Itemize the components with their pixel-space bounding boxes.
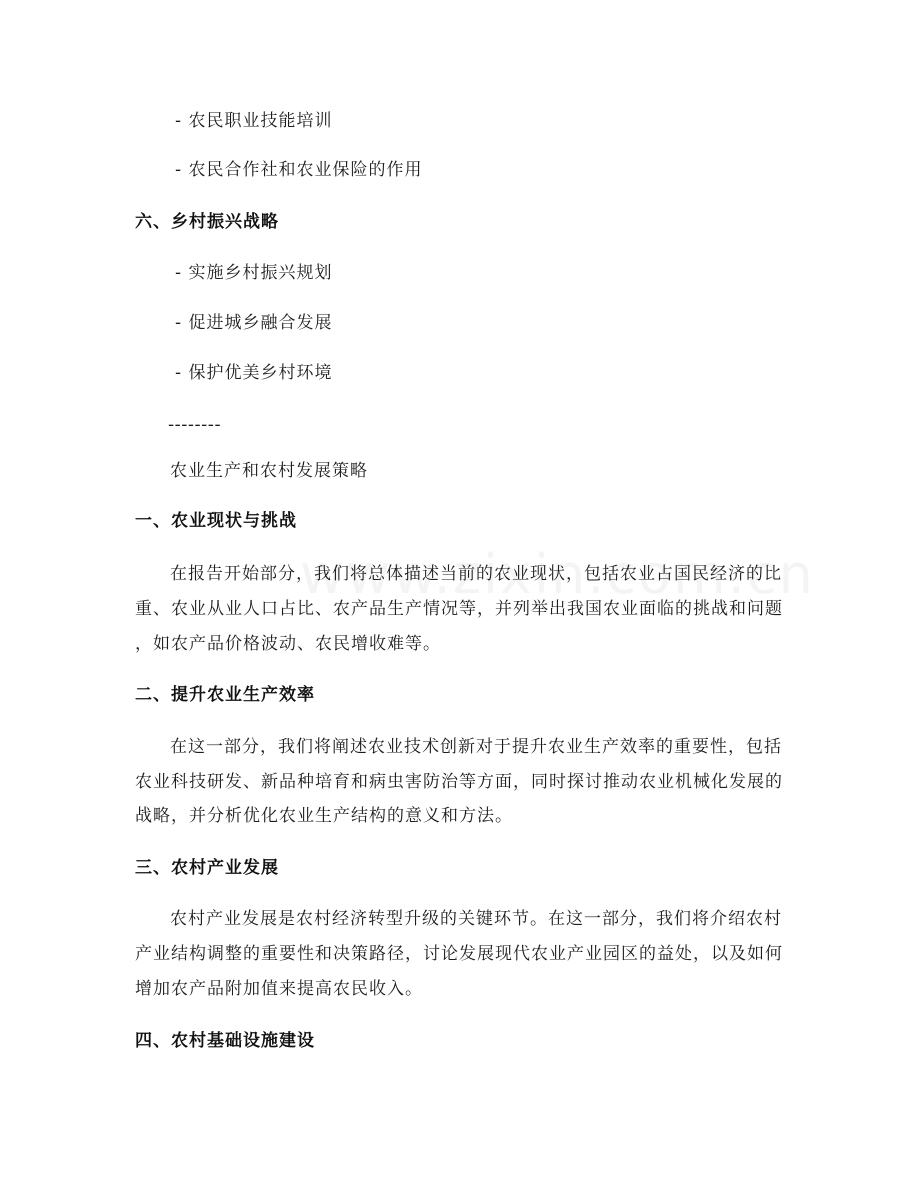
paragraph-line: 在这一部分，我们将阐述农业技术创新对于提升农业生产效率的重要性，包括: [170, 737, 782, 757]
list-item: - 促进城乡融合发展: [175, 313, 333, 333]
paragraph-line: 在报告开始部分，我们将总体描述当前的农业现状，包括农业占国民经济的比: [170, 564, 782, 584]
paragraph-line: 农村产业发展是农村经济转型升级的关键环节。在这一部分，我们将介绍农村: [170, 909, 782, 929]
list-item: - 农民合作社和农业保险的作用: [175, 160, 423, 180]
paragraph-line: 增加农产品附加值来提高农民收入。: [135, 979, 423, 999]
document-title: 农业生产和农村发展策略: [170, 461, 368, 481]
paragraph-line: 农业科技研发、新品种培育和病虫害防治等方面，同时探讨推动农业机械化发展的: [135, 772, 783, 792]
paragraph-line: 战略，并分析优化农业生产结构的意义和方法。: [135, 806, 513, 826]
section-heading: 四、农村基础设施建设: [135, 1031, 315, 1051]
list-item: - 实施乡村振兴规划: [175, 263, 333, 283]
paragraph-line: 重、农业从业人口占比、农产品生产情况等，并列举出我国农业面临的挑战和问题: [135, 599, 783, 619]
section-heading: 二、提升农业生产效率: [135, 685, 315, 705]
paragraph-line: ，如农产品价格波动、农民增收难等。: [135, 634, 441, 654]
paragraph-line: 产业结构调整的重要性和决策路径，讨论发展现代农业产业园区的益处，以及如何: [135, 944, 783, 964]
list-item: - 农民职业技能培训: [175, 111, 333, 131]
section-heading: 一、农业现状与挑战: [135, 511, 297, 531]
section-heading: 三、农村产业发展: [135, 858, 279, 878]
divider: --------: [168, 415, 222, 435]
section-heading: 六、乡村振兴战略: [135, 212, 279, 232]
list-item: - 保护优美乡村环境: [175, 363, 333, 383]
